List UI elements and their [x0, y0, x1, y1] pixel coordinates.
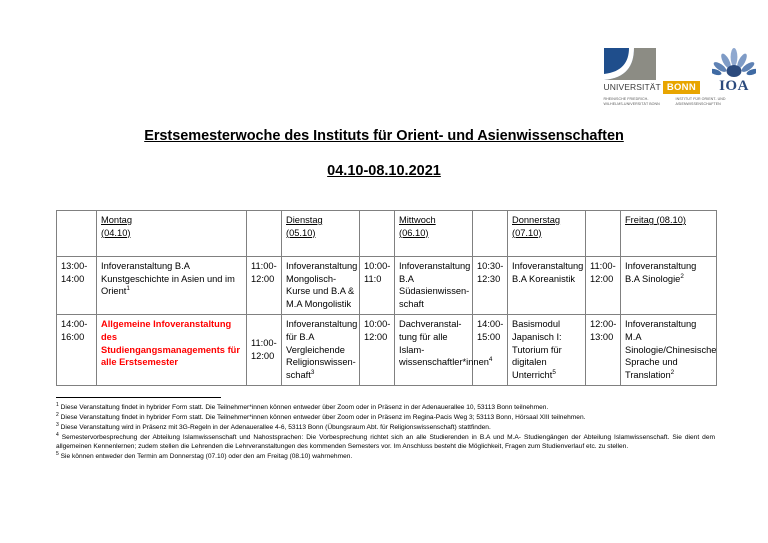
- footnote-2: $^2$ Diese Veranstaltung findet in hybrider Form statt. Die Teilnehmer*innen können entweder über Zoom oder in Präsenz im Regina-Pacis Weg 3; 53113 Bonn, Hörsaal XIII teilnehmen.: [56, 411, 586, 421]
- cell-time-mittwoch-r2: 10:00- 12:00: [360, 315, 395, 386]
- cell-event-mittwoch-r2: Dachveranstal-tung für alle Islam-wissenschaftler*innen$^4$: [395, 315, 473, 386]
- cell-event-montag-r1: Infoveranstaltung B.A Kunstgeschichte in Asien und im Orient$^1$: [97, 257, 247, 315]
- header-cell-blank-4: [473, 211, 508, 257]
- schedule-table: [56, 210, 717, 386]
- cell-time-montag-r1: 13:00- 14:00: [57, 257, 97, 315]
- ioa-wordmark-text: IOA: [719, 78, 749, 94]
- footnote-1: $^1$ Diese Veranstaltung findet in hybrider Form statt. Die Teilnehmer*innen können entweder über Zoom oder in Präsenz in der Adenauerallee 10, 53113 Bonn teilnehmen.: [56, 401, 549, 411]
- header-day-mittwoch: Mittwoch: [399, 215, 436, 225]
- title-block: [0, 128, 768, 179]
- cell-time-dienstag-r1: 11:00- 12:00: [247, 257, 282, 315]
- cell-event-mittwoch-r1: Infoveranstaltung B.A Südasienwissen-schaft: [395, 257, 473, 315]
- header-date-donnerstag: (07.10): [512, 227, 542, 238]
- university-name-text: UNIVERSITÄT: [603, 82, 661, 92]
- header-logos: [604, 48, 756, 106]
- header-day-dienstag: Dienstag: [286, 215, 323, 225]
- page-title: Erstsemesterwoche des Instituts für Orient- und Asienwissenschaften: [144, 128, 624, 144]
- header-cell-blank-5: [586, 211, 621, 257]
- cell-event-dienstag-r2: Infoveranstaltung für B.A Vergleichende Religionswissen-schaft$^3$: [282, 315, 360, 386]
- header-cell-blank-3: [360, 211, 395, 257]
- cell-event-freitag-r2: Infoveranstaltung M.A Sinologie/Chinesische Sprache und Translation$^2$: [621, 315, 717, 386]
- university-wordmark: [604, 81, 700, 94]
- header-date-montag: (04.10): [101, 227, 131, 238]
- cell-time-dienstag-r2: 11:00- 12:00: [247, 315, 282, 386]
- university-city-text: BONN: [663, 81, 700, 94]
- cell-time-donnerstag-r1: 10:30- 12:30: [473, 257, 508, 315]
- footnotes-container: [56, 403, 715, 462]
- cell-event-donnerstag-r1: Infoveranstaltung B.A Koreanistik: [508, 257, 586, 315]
- table-row: [57, 315, 717, 386]
- university-subtitle-text: RHEINISCHE FRIEDRICH-WILHELMS-UNIVERSITÄT BONN: [603, 97, 660, 106]
- header-day-montag: Montag: [101, 215, 133, 225]
- footnote-5: $^5$ Sie können entweder den Termin am Donnerstag (07.10) oder den am Freitag (08.10) wahrnehmen.: [56, 450, 353, 461]
- cell-time-donnerstag-r2: 14:00- 15:00: [473, 315, 508, 386]
- page-subtitle: 04.10-08.10.2021: [327, 163, 441, 179]
- university-bonn-logo: [604, 48, 700, 94]
- header-cell-mittwoch: [395, 211, 473, 257]
- header-cell-blank-2: [247, 211, 282, 257]
- logo-subtitles: [604, 97, 742, 106]
- cell-event-donnerstag-r2: Basismodul Japanisch I: Tutorium für digitalen Unterricht$^5$: [508, 315, 586, 386]
- cell-time-freitag-r1: 11:00- 12:00: [586, 257, 621, 315]
- cell-event-freitag-r1: Infoveranstaltung B.A Sinologie$^2$: [621, 257, 717, 315]
- footnote-3: $^3$ Diese Veranstaltung wird in Präsenz mit 3G-Regeln in der Adenauerallee 4-6, 53113 Bonn (Übungsraum Abt. für Religionswissenschaft) stattfinden.: [56, 421, 491, 431]
- cell-time-montag-r2: 14:00- 16:00: [57, 315, 97, 386]
- header-cell-donnerstag: [508, 211, 586, 257]
- table-row: [57, 257, 717, 315]
- cell-time-freitag-r2: 12:00- 13:00: [586, 315, 621, 386]
- header-day-freitag: Freitag (08.10): [625, 215, 686, 225]
- logo-row: [604, 48, 756, 94]
- schedule-table-container: [56, 210, 715, 386]
- header-date-dienstag: (05.10): [286, 227, 316, 238]
- institute-subtitle-text: INSTITUT FÜR ORIENT- UND ASIENWISSENSCHAFTEN: [675, 97, 726, 106]
- header-cell-freitag: [621, 211, 717, 257]
- header-cell-blank-1: [57, 211, 97, 257]
- ioa-logo: [712, 48, 756, 94]
- cell-time-mittwoch-r1: 10:00- 11:0: [360, 257, 395, 315]
- cell-event-dienstag-r1: Infoveranstaltung Mongolisch-Kurse und B.A & M.A Mongolistik: [282, 257, 360, 315]
- lotus-icon: [712, 48, 756, 78]
- cell-event-montag-r2: Allgemeine Infoveranstaltung des Studiengangsmanagements für alle Erstsemester: [97, 315, 247, 386]
- header-cell-montag: [97, 211, 247, 257]
- footnote-separator: [56, 397, 221, 398]
- header-date-mittwoch: (06.10): [399, 227, 429, 238]
- header-day-donnerstag: Donnerstag: [512, 215, 561, 225]
- university-shield-icon: [604, 48, 656, 80]
- table-header-row: [57, 211, 717, 257]
- footnote-4: $^4$ Semestervorbesprechung der Abteilung Islamwissenschaft und Nahostsprachen: Die Vorbesprechung richtet sich an alle Studierenden in B.A und M.A- Studiengängen der Abteilung Islamwissenschaft. Sie dient dem allgemeinen Kennenlernen; zudem stellen die Lehrenden die Lehrveranstaltungen des kommenden Semesters vor. Im Anschluss besteht die Möglichkeit, Fragen zum Studienverlauf etc. zu stellen.: [56, 431, 715, 451]
- header-cell-dienstag: [282, 211, 360, 257]
